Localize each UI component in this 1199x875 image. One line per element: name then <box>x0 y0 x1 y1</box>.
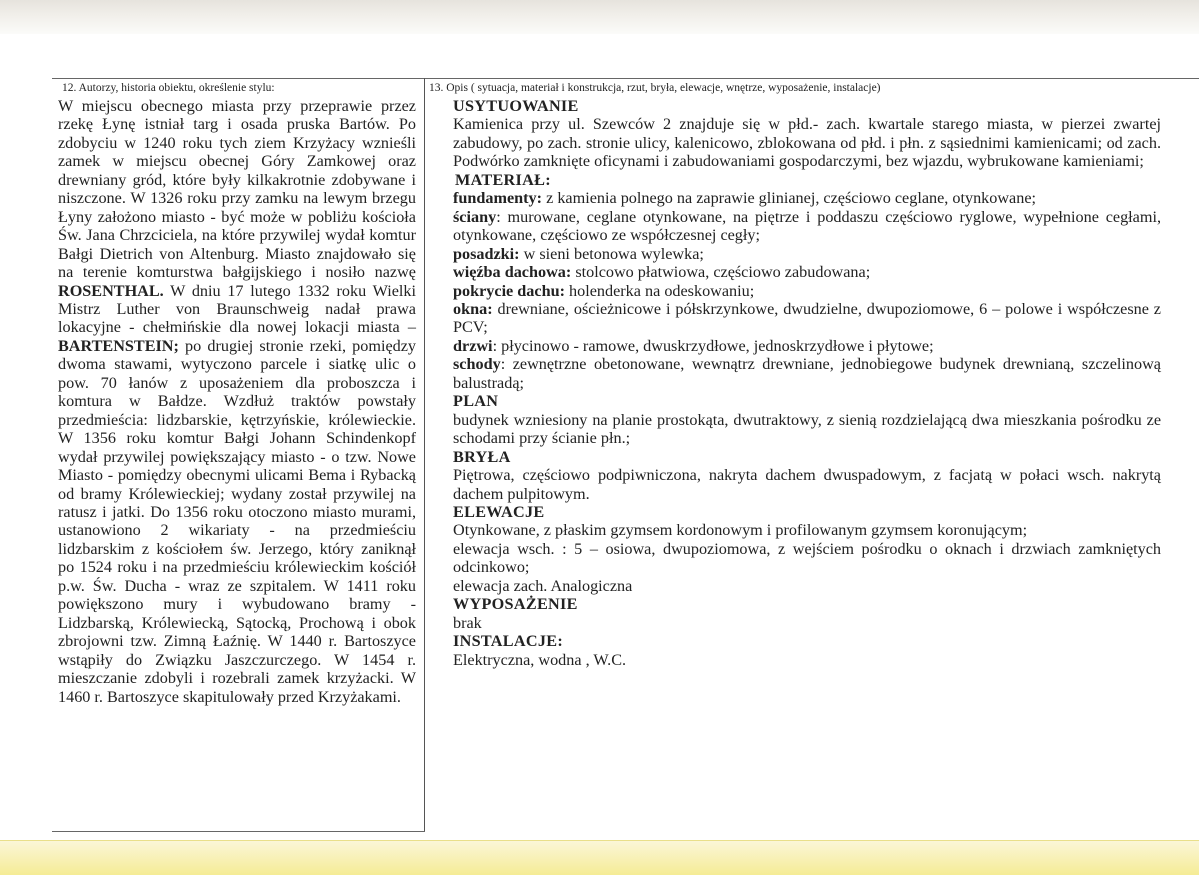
schody-label: schody <box>453 355 501 374</box>
description-column <box>429 79 1161 669</box>
drzwi-label: drzwi <box>453 336 493 355</box>
history-column <box>58 79 416 706</box>
material-posadzki <box>453 245 1161 263</box>
history-part: W miejscu obecnego miasta przy przeprawie przez rzekę Łynę istniał targ i osada pruska Bartów. Po zdobyciu w 1240 roku tych ziem Krzyżacy wznieśli zamek w miejscu obecnej Góry Zamkowej oraz drewniany gród, które były kilkakrotnie zdobywane i niszczone. W 1326 roku przy zamku na lewym brzegu Łyny założono miasto - być może w pobliżu kościoła Św. Jana Chrzciciela, na które przywilej wydał komtur Bałgi Dietrich von Altenburg. Miasto znajdowało się na terenie komturstwa bałgijskiego i nosiło nazwę <box>58 97 416 282</box>
material-drzwi <box>453 337 1161 355</box>
column-divider <box>424 78 425 831</box>
material-fundamenty <box>453 189 1161 207</box>
bryla-text: Piętrowa, częściowo podpiwniczona, nakryta dachem dwuspadowym, z facjatą w połaci wsch. nakrytą dachem pulpitowym. <box>453 466 1161 503</box>
heading-plan: PLAN <box>453 392 499 411</box>
heading-bryla: BRYŁA <box>453 447 511 466</box>
fundamenty-text: z kamienia polnego na zaprawie glinianej, częściowo ceglane, otynkowane; <box>542 189 1037 208</box>
material-wiezba <box>453 263 1161 281</box>
pokrycie-text: holenderka na odeskowaniu; <box>564 281 755 300</box>
scan-top-shading <box>0 0 1199 34</box>
history-part: po drugiej stronie rzeki, pomiędzy dwoma stawami, wytyczono parcele i siatkę ulic o pow. 70 łanów z uposażeniem dla proboszcza i komtura w Bałdze. Wzdłuż traktów powstały przedmieścia: lidzbarskie, kętrzyńskie, królewieckie. W 1356 roku komtur Bałgi Johann Schindenkopf wydał przywilej powiększający miasto - o tzw. Nowe Miasto - pomiędzy obecnymi ulicami Bema i Rybacką od bramy Królewieckiej; wydany został przywilej na ratusz i jatki. Do 1356 roku otoczono miasto murami, ustanowiono 2 wikariaty - na przedmieściu lidzbarskim z kościołem św. Jerzego, który zaniknął po 1524 roku i na przedmieściu królewieckim kościół p.w. Św. Ducha - wraz ze szpitalem. W 1411 roku powiększono mury i wybudowano bramy - Lidzbarską, Królewiecką, Sątocką, Prochową i obok zbrojowni tzw. Zimną Łaźnię. W 1440 r. Bartoszyce wstąpiły do Związku Jaszczurczego. W 1454 r. mieszczanie zdobyli i rozebrali zamek krzyżacki. W 1460 r. Bartoszyce skapitulowały przed Krzyżakami. <box>58 336 416 706</box>
posadzki-text: w sieni betonowa wylewka; <box>519 244 704 263</box>
elewacje-line-3: elewacja zach. Analogiczna <box>453 576 633 595</box>
heading-material: MATERIAŁ: <box>455 170 551 189</box>
history-text <box>58 97 416 706</box>
okna-label: okna: <box>453 299 493 318</box>
heading-instalacje: INSTALACJE: <box>453 632 564 651</box>
heading-wyposazenie: WYPOSAŻENIE <box>453 595 578 614</box>
history-bold-name: ROSENTHAL. <box>58 281 164 300</box>
elewacje-line-2: elewacja wsch. : 5 – osiowa, dwupoziomowa, z wejściem pośrodku o oknach i drzwiach zamkniętych odcinkowo; <box>453 539 1161 577</box>
sciany-text: : murowane, ceglane otynkowane, na piętrze i poddaszu częściowo ryglowe, wypełnione cegłami, otynkowane, częściowo ze współczesnej cegły; <box>453 207 1161 245</box>
elewacje-line-1: Otynkowane, z płaskim gzymsem kordonowym i profilowanym gzymsem koronującym; <box>453 521 1028 540</box>
fundamenty-label: fundamenty: <box>453 189 543 208</box>
wiezba-text: stolcowo płatwiowa, częściowo zabudowana; <box>571 263 871 282</box>
schody-text: : zewnętrzne obetonowane, wewnątrz drewniane, jednobiegowe budynek drewnianą, szczelinową balustradą; <box>453 355 1161 392</box>
heading-usytuowanie: USYTUOWANIE <box>453 97 579 115</box>
material-schody <box>453 355 1161 392</box>
plan-text: budynek wzniesiony na planie prostokąta, dwutraktowy, z sienią rozdzielającą dwa mieszkania pośrodku ze schodami przy ścianie płn.; <box>453 410 1161 448</box>
okna-text: drewniane, ościeżnicowe i półskrzynkowe, dwudzielne, dwupoziomowe, 6 – polowe i współczesne z PCV; <box>453 299 1161 337</box>
history-part: W dniu 17 lutego 1332 roku Wielki Mistrz Luther von Braunschweig nadał prawa lokacyjne - chełmińskie dla nowej lokacji miasta – <box>58 281 416 337</box>
material-sciany <box>453 208 1161 245</box>
heading-elewacje: ELEWACJE <box>453 502 545 521</box>
pokrycie-label: pokrycie dachu: <box>453 281 565 300</box>
sciany-label: ściany <box>453 207 497 226</box>
material-okna <box>453 300 1161 337</box>
instalacje-text: Elektryczna, wodna , W.C. <box>453 650 627 669</box>
history-bold-name: BARTENSTEIN; <box>58 336 179 355</box>
section-12-label: 12. Autorzy, historia obiektu, określenie stylu: <box>62 82 275 94</box>
usytuowanie-text: Kamienica przy ul. Szewców 2 znajduje się w płd.- zach. kwartale starego miasta, w pierzei zwartej zabudowy, po zach. stronie ulicy, kalenicowo, zblokowana od płd. i płn. z sąsiednimi kamienicami; od zach. Podwórko zamknięte oficynami i zabudowaniami gospodarczymi, bez wjazdu, wybrukowane kamieniami; <box>453 115 1161 171</box>
left-cell-bottom-border <box>52 831 425 832</box>
scan-bottom-shading <box>0 840 1199 875</box>
posadzki-label: posadzki: <box>453 244 520 263</box>
wyposazenie-text: brak <box>453 613 482 632</box>
drzwi-text: : płycinowo - ramowe, dwuskrzydłowe, jednoskrzydłowe i płytowe; <box>492 336 934 355</box>
material-pokrycie <box>453 282 1161 300</box>
section-13-label: 13. Opis ( sytuacja, materiał i konstrukcja, rzut, bryła, elewacje, wnętrze, wyposażenie, instalacje) <box>429 82 881 94</box>
wiezba-label: więźba dachowa: <box>453 263 572 282</box>
